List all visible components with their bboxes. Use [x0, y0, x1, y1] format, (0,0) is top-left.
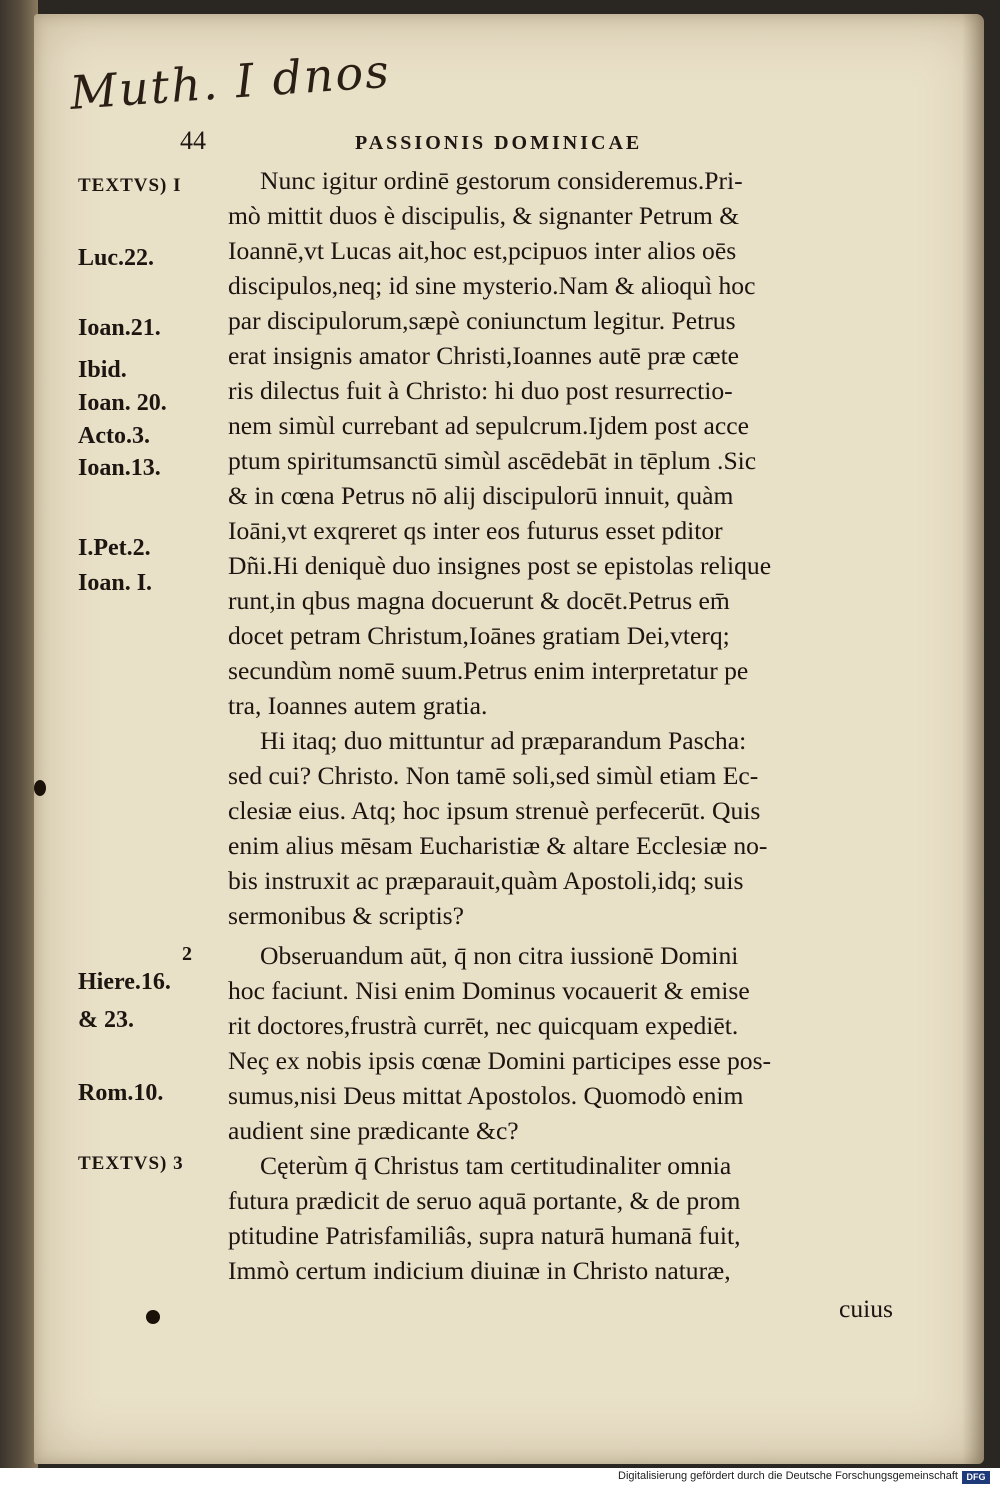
text-line: Neç ex nobis ipsis cœnæ Domini participes esse pos-: [228, 1046, 772, 1075]
text-line: mò mittit duos è discipulis, & signanter Petrum &: [228, 201, 740, 230]
text-line: secundùm nomē suum.Petrus enim interpretatur pe: [228, 656, 749, 685]
text-line: rit doctores,frustrà currēt, nec quicquam expediēt.: [228, 1011, 739, 1040]
text-line: docet petram Christum,Ioānes gratiam Dei,vterq;: [228, 621, 730, 650]
text-line: sed cui? Christo. Non tamē soli,sed simùl etiam Ec-: [228, 761, 759, 790]
text-line: ris dilectus fuit à Christo: hi duo post resurrectio-: [228, 376, 733, 405]
margin-note: Acto.3.: [78, 423, 150, 449]
text-line: Cęterùm q̄ Christus tam certitudinaliter omnia: [260, 1151, 732, 1180]
margin-note: Luc.22.: [78, 245, 155, 271]
text-line: sermonibus & scriptis?: [228, 901, 465, 930]
text-line: futura prædicit de seruo aquā portante, & de prom: [228, 1186, 741, 1215]
book-spine: [0, 0, 38, 1468]
text-line: discipulos,neq; id sine mysterio.Nam & alioquì hoc: [228, 271, 756, 300]
text-line: ptitudine Patrisfamiliâs, supra naturā humanā fuit,: [228, 1221, 741, 1250]
text-line: ptum spiritumsanctū simùl ascēdebāt in tēplum .Sic: [228, 446, 757, 475]
text-line: Immò certum indicium diuinæ in Christo naturæ,: [228, 1256, 731, 1285]
text-line: Dñi.Hi deniquè duo insignes post se epistolas relique: [228, 551, 772, 580]
margin-note-number: 2: [182, 943, 192, 965]
text-line: Obseruandum aūt, q̄ non citra iussionē Domini: [260, 941, 739, 970]
dfg-credit: Digitalisierung gefördert durch die Deutsche Forschungsgemeinschaft: [618, 1470, 958, 1482]
dfg-logo: DFG: [962, 1471, 990, 1484]
margin-note: Hiere.16.: [78, 969, 171, 995]
running-head: PASSIONIS DOMINICAE: [355, 132, 643, 154]
text-line: runt,in qbus magna docuerunt & docēt.Petrus em̄: [228, 586, 730, 615]
text-line: Hi itaq; duo mittuntur ad præparandum Pascha:: [260, 726, 747, 755]
margin-note: Rom.10.: [78, 1080, 164, 1106]
ink-blot: [34, 780, 46, 796]
text-line: Nunc igitur ordinē gestorum consideremus.Pri-: [260, 166, 743, 195]
text-line: Ioannē,vt Lucas ait,hoc est,pcipuos inter alios oēs: [228, 236, 737, 265]
handwritten-annotation: Muth. I dnos: [68, 43, 393, 120]
text-line: clesiæ eius. Atq; hoc ipsum strenuè perfecerūt. Quis: [228, 796, 761, 825]
catchword: cuius: [838, 1294, 893, 1323]
text-line: tra, Ioannes autem gratia.: [228, 691, 488, 720]
text-line: & in cœna Petrus nō alij discipulorū innuit, quàm: [228, 481, 734, 510]
text-line: bis instruxit ac præparauit,quàm Apostoli,idq; suis: [228, 866, 744, 895]
margin-note: I.Pet.2.: [78, 535, 151, 561]
margin-note: & 23.: [78, 1007, 134, 1033]
text-line: par discipulorum,sæpè coniunctum legitur. Petrus: [228, 306, 736, 335]
text-line: hoc faciunt. Nisi enim Dominus vocauerit & emise: [228, 976, 750, 1005]
text-line: nem simùl currebant ad sepulcrum.Ijdem post acce: [228, 411, 749, 440]
margin-note: Ioan.13.: [78, 455, 161, 481]
text-line: sumus,nisi Deus mittat Apostolos. Quomodò enim: [228, 1081, 744, 1110]
margin-note: Ibid.: [78, 357, 127, 383]
page-number: 44: [180, 126, 206, 155]
text-line: Ioāni,vt exqreret qs inter eos futurus esset pditor: [228, 516, 723, 545]
text-line: audient sine prædicante &c?: [228, 1116, 519, 1145]
text-line: erat insignis amator Christi,Ioannes autē præ cæte: [228, 341, 740, 370]
margin-note: Ioan. 20.: [78, 390, 167, 416]
ink-blot: [146, 1310, 160, 1324]
text-line: enim alius mēsam Eucharistiæ & altare Ecclesiæ no-: [228, 831, 768, 860]
margin-note: Ioan. I.: [78, 570, 153, 596]
margin-note-textus: TEXTVS) I: [78, 175, 182, 196]
margin-note: Ioan.21.: [78, 315, 161, 341]
margin-note-textus: TEXTVS) 3: [78, 1153, 184, 1174]
